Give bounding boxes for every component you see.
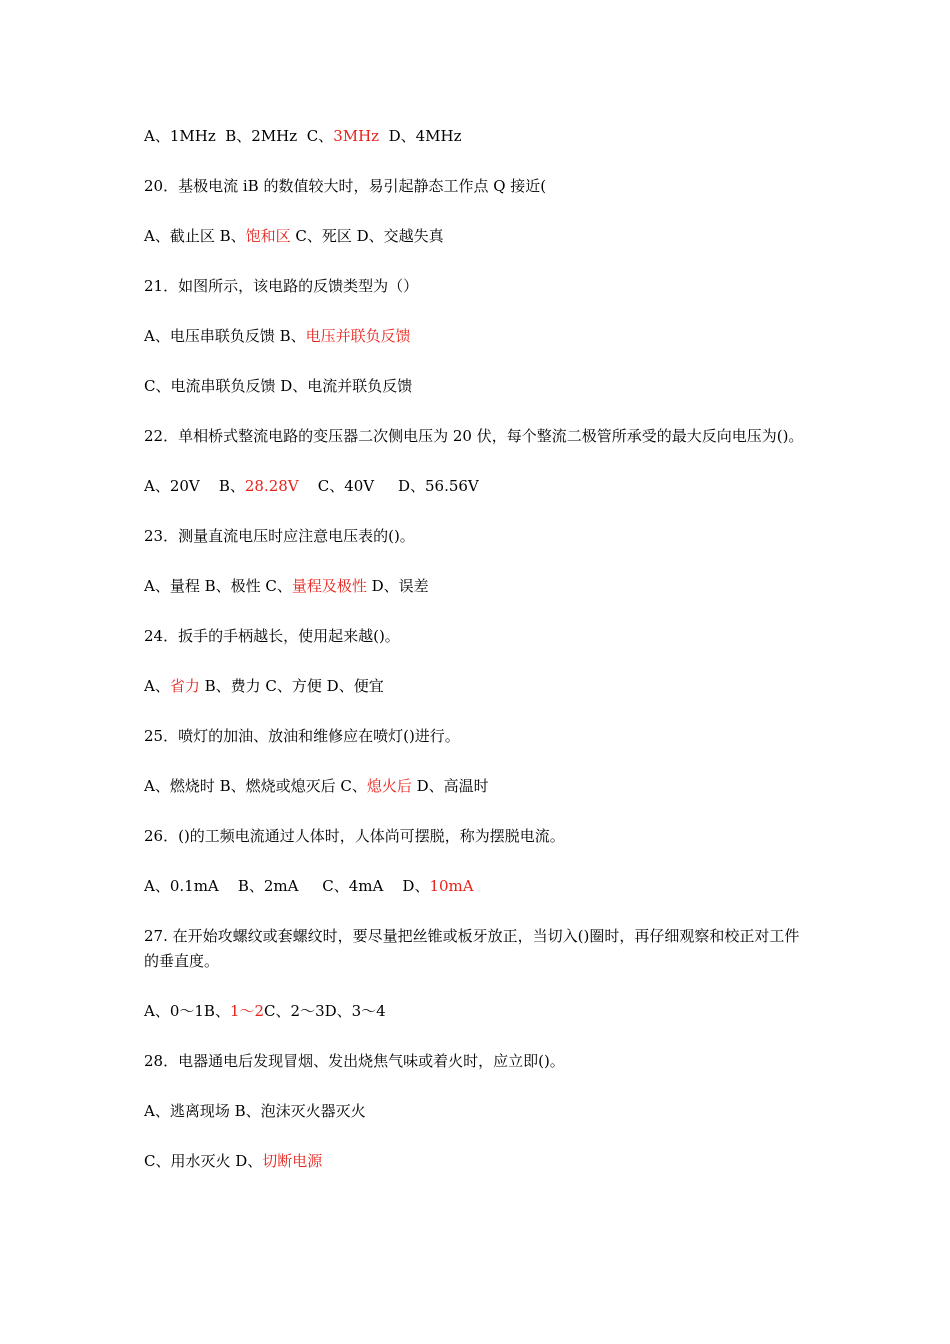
- line-text: C、死区 D、交越失真: [290, 227, 444, 245]
- line-text: A、0.1mA B、2mA C、4mA D、: [144, 877, 430, 895]
- answer-text: 1～2: [229, 1002, 265, 1020]
- answer-text: 饱和区: [245, 227, 291, 245]
- text-line: [144, 524, 808, 549]
- text-line: [144, 424, 808, 449]
- line-text: B、费力 C、方便 D、便宜: [199, 677, 384, 695]
- text-line: [144, 999, 808, 1024]
- line-text: 20．基极电流 iB 的数值较大时，易引起静态工作点 Q 接近(: [144, 177, 547, 195]
- line-text: 22．单相桥式整流电路的变压器二次侧电压为 20 伏，每个整流二极管所承受的最大反向电压为()。: [144, 427, 804, 445]
- answer-text: 熄火后: [366, 777, 412, 795]
- line-text: 27. 在开始攻螺纹或套螺纹时，要尽量把丝锥或板牙放正，当切入()圈时，再仔细观察和校正对工件的垂直度。: [144, 927, 800, 970]
- text-line: [144, 324, 808, 349]
- line-text: A、量程 B、极性 C、: [144, 577, 292, 595]
- answer-text: 28.28V: [244, 477, 299, 495]
- text-line: [144, 674, 808, 699]
- question-list: [144, 124, 808, 1174]
- line-text: A、电压串联负反馈 B、: [144, 327, 306, 345]
- line-text: A、: [144, 677, 170, 695]
- text-line: [144, 1149, 808, 1174]
- text-line: [144, 174, 808, 199]
- text-line: [144, 224, 808, 249]
- line-text: A、逃离现场 B、泡沫灭火器灭火: [144, 1102, 366, 1120]
- line-text: A、截止区 B、: [144, 227, 246, 245]
- line-text: A、0～1B、: [144, 1002, 230, 1020]
- answer-text: 切断电源: [262, 1152, 323, 1170]
- line-text: D、高温时: [411, 777, 489, 795]
- text-line: [144, 824, 808, 849]
- line-text: C、电流串联负反馈 D、电流并联负反馈: [144, 377, 413, 395]
- answer-text: 10mA: [429, 877, 474, 895]
- line-text: A、20V B、: [144, 477, 245, 495]
- answer-text: 电压并联负反馈: [305, 327, 411, 345]
- text-line: [144, 774, 808, 799]
- line-text: D、误差: [366, 577, 429, 595]
- text-line: [144, 924, 808, 974]
- text-line: [144, 624, 808, 649]
- line-text: 28．电器通电后发现冒烟、发出烧焦气味或着火时，应立即()。: [144, 1052, 565, 1070]
- line-text: D、4MHz: [379, 127, 462, 145]
- line-text: 23．测量直流电压时应注意电压表的()。: [144, 527, 415, 545]
- line-text: C、2～3D、3～4: [264, 1002, 386, 1020]
- line-text: 21．如图所示，该电路的反馈类型为（）: [144, 277, 419, 295]
- line-text: 26．()的工频电流通过人体时，人体尚可摆脱，称为摆脱电流。: [144, 827, 565, 845]
- text-line: [144, 474, 808, 499]
- line-text: C、用水灭火 D、: [144, 1152, 263, 1170]
- text-line: [144, 124, 808, 149]
- line-text: A、燃烧时 B、燃烧或熄灭后 C、: [144, 777, 367, 795]
- text-line: [144, 574, 808, 599]
- text-line: [144, 1049, 808, 1074]
- text-line: [144, 724, 808, 749]
- text-line: [144, 374, 808, 399]
- line-text: C、40V D、56.56V: [298, 477, 479, 495]
- text-line: [144, 874, 808, 899]
- line-text: 25．喷灯的加油、放油和维修应在喷灯()进行。: [144, 727, 460, 745]
- answer-text: 3MHz: [333, 127, 380, 145]
- line-text: A、1MHz B、2MHz C、: [144, 127, 334, 145]
- answer-text: 量程及极性: [291, 577, 367, 595]
- text-line: [144, 1099, 808, 1124]
- line-text: 24．扳手的手柄越长，使用起来越()。: [144, 627, 400, 645]
- answer-text: 省力: [169, 677, 200, 695]
- text-line: [144, 274, 808, 299]
